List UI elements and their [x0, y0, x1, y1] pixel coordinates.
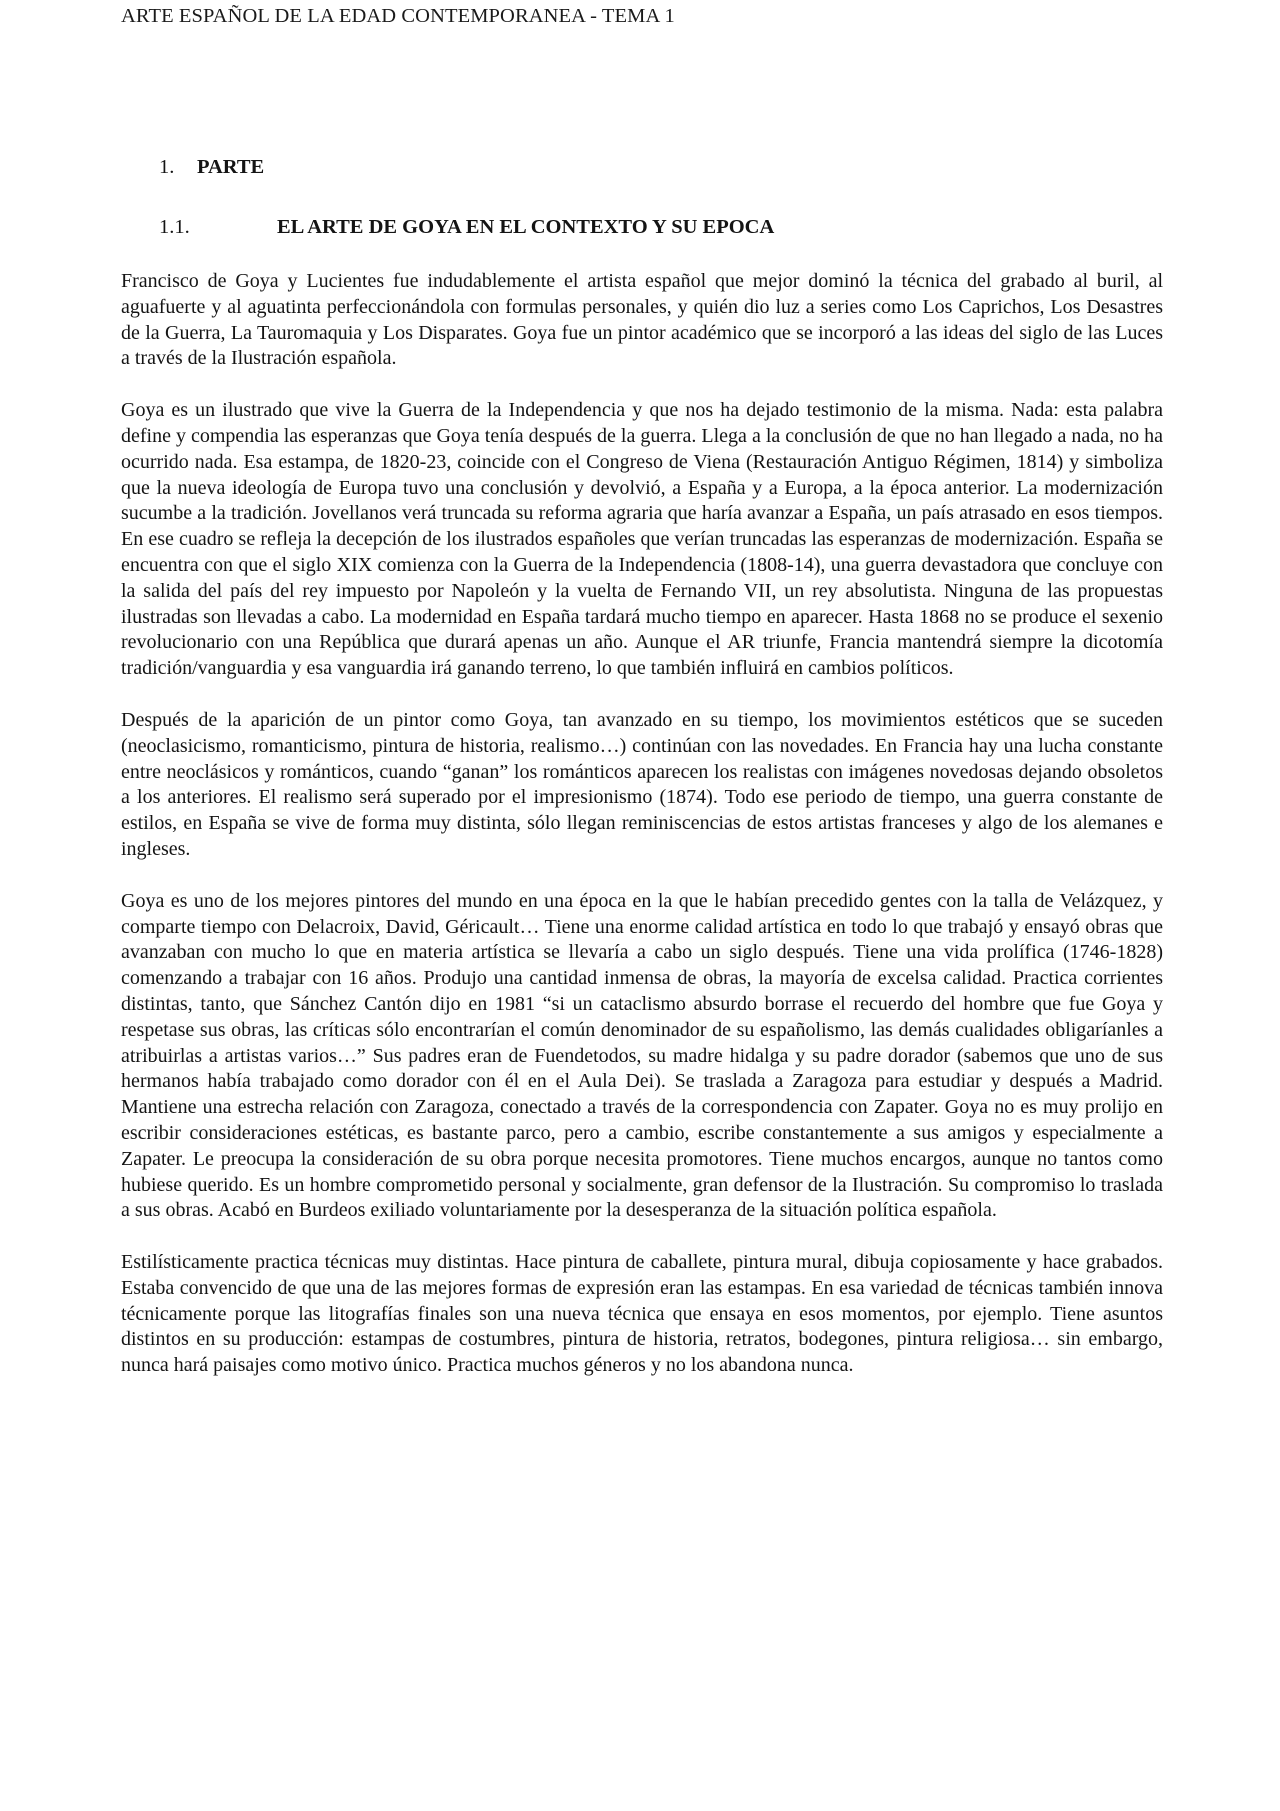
- subsection-title: EL ARTE DE GOYA EN EL CONTEXTO Y SU EPOCA: [277, 216, 775, 238]
- section-title: PARTE: [197, 156, 265, 178]
- paragraph: Estilísticamente practica técnicas muy distintas. Hace pintura de caballete, pintura mural, dibuja copiosamente y hace grabados. Estaba convencido de que una de las mejores formas de expresión eran las estampas. En esa variedad de técnicas también innova técnicamente porque las litografías finales son una nueva técnica que ensaya en esos momentos, por ejemplo. Tiene asuntos distintos en su producción: estampas de costumbres, pintura de historia, retratos, bodegones, pintura religiosa… sin embargo, nunca hará paisajes como motivo único. Practica muchos géneros y no los abandona nunca.: [121, 1251, 1163, 1377]
- subsection-heading: [159, 213, 774, 241]
- subsection-number: 1.1.: [159, 216, 190, 238]
- paragraph: Goya es un ilustrado que vive la Guerra de la Independencia y que nos ha dejado testimonio de la misma. Nada: esta palabra define y compendia las esperanzas que Goya tenía después de la guerra. Llega a la conclusión de que no han llegado a nada, no ha ocurrido nada. Esa estampa, de 1820-23, coincide con el Congreso de Viena (Restauración Antiguo Régimen, 1814) y simboliza que la nueva ideología de Europa tuvo una conclusión y devolvió, a España y a Europa, a la época anterior. La modernización sucumbe a la tradición. Jovellanos verá truncada su reforma agraria que haría avanzar a España, un país atrasado en esos tiempos. En ese cuadro se refleja la decepción de los ilustrados españoles que verían truncadas las esperanzas de modernización. España se encuentra con que el siglo XIX comienza con la Guerra de la Independencia (1808-14), una guerra devastadora que concluye con la salida del país del rey impuesto por Napoleón y la vuelta de Fernando VII, un rey absolutista. Ninguna de las propuestas ilustradas son llevadas a cabo. La modernidad en España tardará mucho tiempo en aparecer. Hasta 1868 no se produce el sexenio revolucionario con una República que durará apenas un año. Aunque el AR triunfe, Francia mantendrá siempre la dicotomía tradición/vanguardia y esa vanguardia irá ganando terreno, lo que también influirá en cambios políticos.: [121, 399, 1163, 680]
- body-text: [121, 269, 1163, 1405]
- paragraph: Después de la aparición de un pintor como Goya, tan avanzado en su tiempo, los movimientos estéticos que se suceden (neoclasicismo, romanticismo, pintura de historia, realismo…) continúan con las novedades. En Francia hay una lucha constante entre neoclásicos y románticos, cuando “ganan” los románticos aparecen los realistas con imágenes novedosas dejando obsoletos a los anteriores. El realismo será superado por el impresionismo (1874). Todo ese periodo de tiempo, una guerra constante de estilos, en España se vive de forma muy distinta, sólo llegan reminiscencias de estos artistas franceses y algo de los alemanes e ingleses.: [121, 708, 1163, 860]
- section-heading: [159, 153, 264, 181]
- paragraph: Francisco de Goya y Lucientes fue indudablemente el artista español que mejor dominó la técnica del grabado al buril, al aguafuerte y al aguatinta perfeccionándola con formulas personales, y quién dio luz a series como Los Caprichos, Los Desastres de la Guerra, La Tauromaquia y Los Disparates. Goya fue un pintor académico que se incorporó a las ideas del siglo de las Luces a través de la Ilustración española.: [121, 270, 1163, 370]
- paragraph: Goya es uno de los mejores pintores del mundo en una época en la que le habían precedido gentes con la talla de Velázquez, y comparte tiempo con Delacroix, David, Géricault… Tiene una enorme calidad artística en todo lo que trabajó y ensayó obras que avanzaban con mucho lo que en materia artística se llevaría a cabo un siglo después. Tiene una vida prolífica (1746-1828) comenzando a trabajar con 16 años. Produjo una cantidad inmensa de obras, la mayoría de excelsa calidad. Practica corrientes distintas, tanto, que Sánchez Cantón dijo en 1981 “si un cataclismo absurdo borrase el recuerdo del hombre que fue Goya y respetase sus obras, las críticas sólo encontrarían el común denominador de su españolismo, las demás cualidades obligaríanles a atribuirlas a artistas varios…” Sus padres eran de Fuendetodos, su madre hidalga y su padre dorador (sabemos que uno de sus hermanos había trabajado como dorador con él en el Aula Dei). Se traslada a Zaragoza para estudiar y después a Madrid. Mantiene una estrecha relación con Zaragoza, conectado a través de la correspondencia con Zapater. Goya no es muy prolijo en escribir consideraciones estéticas, es bastante parco, pero a cambio, escribe constantemente a sus amigos y especialmente a Zapater. Le preocupa la consideración de su obra porque necesita promotores. Tiene muchos encargos, aunque no tantos como hubiese querido. Es un hombre comprometido personal y socialmente, gran defensor de la Ilustración. Su compromiso lo traslada a sus obras. Acabó en Burdeos exiliado voluntariamente por la desesperanza de la situación política española.: [121, 889, 1163, 1222]
- running-header: ARTE ESPAÑOL DE LA EDAD CONTEMPORANEA - TEMA 1: [121, 5, 675, 27]
- section-number: 1.: [159, 156, 175, 178]
